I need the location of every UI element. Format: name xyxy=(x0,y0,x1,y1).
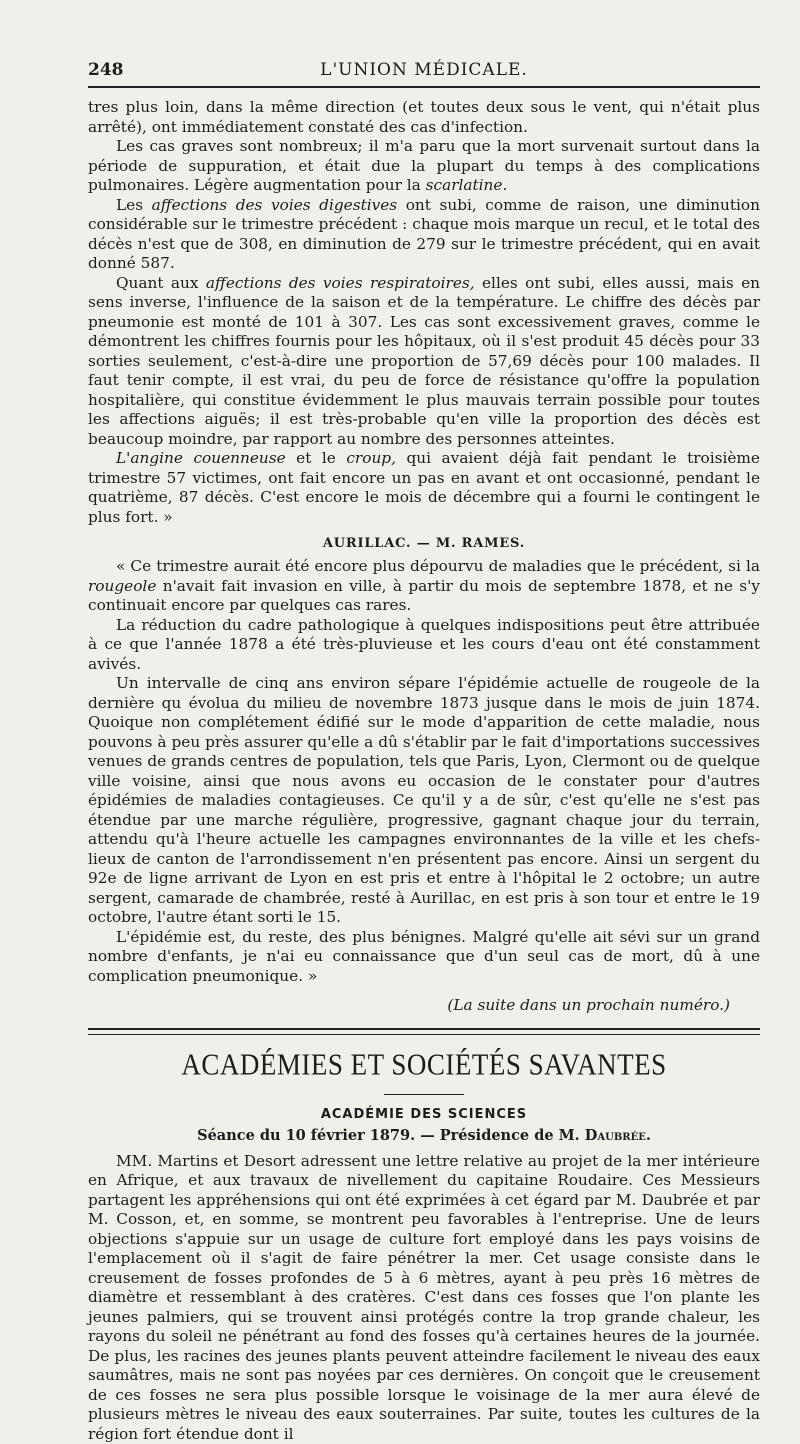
to-be-continued-note: (La suite dans un prochain numéro.) xyxy=(88,996,730,1016)
session-line xyxy=(88,1127,760,1144)
paragraph-text: n'avait fait invasion en ville, à partir du mois de septembre 1878, et ne s'y continuait encore par quelques cas rares. xyxy=(88,577,760,615)
italic-term: scarlatine. xyxy=(426,176,508,194)
paragraph-croup xyxy=(88,449,760,527)
paragraph-respiratory xyxy=(88,274,760,450)
academy-name: ACADÉMIE DES SCIENCES xyxy=(88,1107,760,1122)
italic-term: croup, xyxy=(346,449,396,467)
paragraph-text: Les cas graves sont nombreux; il m'a paru que la mort survenait surtout dans la période de suppuration, et était due la plupart du temps à des complications pulmonaires. Légère augmentation pour la xyxy=(88,137,760,194)
section-title: ACADÉMIES ET SOCIÉTÉS SAVANTES xyxy=(88,1046,760,1082)
section-divider xyxy=(88,1028,760,1035)
italic-term: affections des voies digestives xyxy=(152,196,398,214)
paragraph-text: elles ont subi, elles aussi, mais en sens inverse, l'influence de la saison et de la température. Le chiffre des décès par pneumonie est monté de 101 à 307. Les cas sont excessivement graves, comme le démontrent les chiffres fournis pour les hôpitaux, où il s'est produit 45 décès pour 33 sorties seulement, c'est-à-dire une proportion de 57,69 décès pour 100 malades. Il faut tenir compte, il est vrai, du peu de force de résistance qu'offre la population hospitalière, qui constitue évidemment le plus mauvais terrain possible pour toutes les affections aiguës; il est très-probable qu'en ville la proportion des décès est beaucoup moindre, par rapport au nombre des personnes atteintes. xyxy=(88,274,760,448)
paragraph-benign-epidemic: L'épidémie est, du reste, des plus bénignes. Malgré qu'elle ait sévi sur un grand nombre d'enfants, je n'ai eu connaissance que d'un seul cas de mort, dû à une complication pneumonique. » xyxy=(88,928,760,987)
journal-title: L'UNION MÉDICALE. xyxy=(88,60,760,80)
paragraph-pathology-reduction: La réduction du cadre pathologique à quelques indispositions peut être attribuée à ce que l'année 1878 a été très-pluvieuse et les cours d'eau ont été constamment avivés. xyxy=(88,616,760,675)
paragraph-text: « Ce trimestre aurait été encore plus dépourvu de maladies que le précédent, si la xyxy=(116,557,760,575)
paragraph-text: et le xyxy=(286,449,347,467)
paragraph-text: Quant aux xyxy=(116,274,206,292)
paragraph-text: qui avaient déjà fait pendant le troisième trimestre 57 victimes, ont fait encore un pas en avant et ont occasionné, pendant le quatrième, 87 décès. C'est encore le mois de décembre qui a fourni le contingent le plus fort. » xyxy=(88,449,760,526)
italic-term: affections des voies respiratoires, xyxy=(206,274,475,292)
session-lead: Séance du 10 février 1879. — Présidence de M. xyxy=(197,1127,585,1144)
italic-term: rougeole xyxy=(88,577,156,595)
paragraph-continuation: tres plus loin, dans la même direction (et toutes deux sous le vent, qui n'était plus arrêté), ont immédiatement constaté des cas d'infection. xyxy=(88,98,760,137)
paragraph-text: ont subi, comme de raison, une diminution considérable sur le trimestre précédent : chaque mois marque un recul, et le total des décès n'est que de 308, en diminution de 279 sur le trimestre précédent, qui en avait donné 587. xyxy=(88,196,760,273)
session-president: Daubrée. xyxy=(585,1127,651,1144)
short-divider xyxy=(384,1094,464,1095)
page-number: 248 xyxy=(88,60,124,80)
paragraph-academy-letter: MM. Martins et Desort adressent une lettre relative au projet de la mer intérieure en Afrique, et aux travaux de nivellement du capitaine Roudaire. Ces Messieurs partagent les appréhensions qui ont été exprimées à cet égard par M. Daubrée et par M. Cosson, et, en somme, se montrent peu favorables à l'entreprise. Une de leurs objections s'appuie sur un usage de culture fort employé dans les pays voisins de l'emplacement où il s'agit de faire pénétrer la mer. Cet usage consiste dans le creusement de fosses profondes de 5 à 6 mètres, ayant à peu près 16 mètres de diamètre et ressemblant à des cratères. C'est dans ces fosses que l'on plante les jeunes palmiers, qui se trouvent ainsi protégés contre la trop grande chaleur, les rayons du soleil ne pénétrant au fond des fosses qu'à certaines heures de la journée. De plus, les racines des jeunes plants peuvent atteindre facilement le niveau des eaux saumâtres, mais ne sont pas noyées par ces dernières. On conçoit que le creusement de ces fosses ne sera plus possible lorsque le voisinage de la mer aura élevé de plusieurs mètres le niveau des eaux souterraines. Par suite, toutes les cultures de la région fort étendue dont il xyxy=(88,1152,760,1444)
paragraph-epidemic-interval: Un intervalle de cinq ans environ sépare l'épidémie actuelle de rougeole de la dernière qu évolua du milieu de novembre 1873 jusque dans le mois de juin 1874. Quoique non complétement édifié sur le mode d'apparition de cette maladie, nous pouvons à peu près assurer qu'elle a dû s'établir par le fait d'importations successives venues de grands centres de population, tels que Paris, Lyon, Clermont ou de quelque ville voisine, ainsi que nous avons eu occasion de le constater pour d'autres épidémies de maladies contagieuses. Ce qu'il y a de sûr, c'est qu'elle ne s'est pas étendue par une marche régulière, progressive, gagnant chaque jour du terrain, attendu qu'à l'heure actuelle les campagnes environnantes de la ville et les chefs-lieux de canton de l'arrondissement n'en présentent pas encore. Ainsi un sergent du 92e de ligne arrivant de Lyon en est pris et entre à l'hôpital le 2 octobre; un autre sergent, camarade de chambrée, resté à Aurillac, en est pris à son tour et entre le 19 octobre, l'autre étant sorti le 15. xyxy=(88,674,760,928)
paragraph-digestive xyxy=(88,196,760,274)
paragraph-text: Les xyxy=(116,196,152,214)
paragraph-measles-intro xyxy=(88,557,760,616)
paragraph-severe-cases xyxy=(88,137,760,196)
italic-term: L'angine couenneuse xyxy=(116,449,286,467)
report-signature: AURILLAC. — M. RAMES. xyxy=(88,536,760,551)
running-head xyxy=(88,56,760,88)
